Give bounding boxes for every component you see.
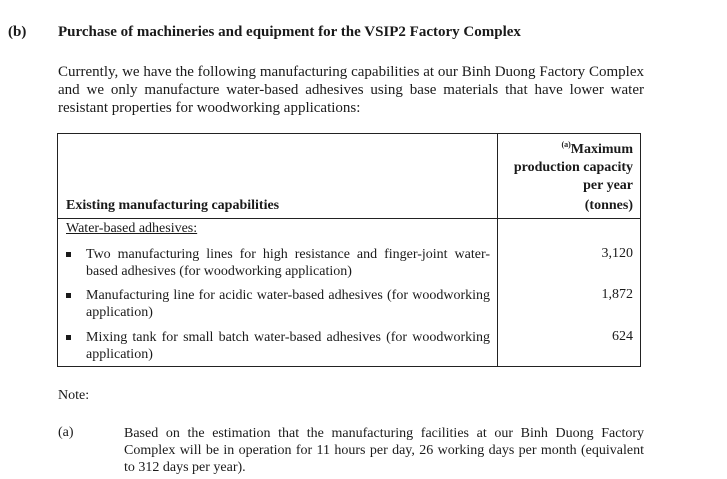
table-bottom-border (57, 366, 641, 367)
table-subheading: Water-based adhesives: (66, 221, 198, 236)
bullet-icon (66, 252, 71, 257)
row-capacity-value: 3,120 (601, 246, 633, 261)
section-heading: Purchase of machineries and equipment for the VSIP2 Factory Complex (58, 24, 521, 40)
table-right-border (640, 133, 641, 367)
row-capacity-value: 1,872 (601, 287, 633, 302)
footnote-text: Based on the estimation that the manufacturing facilities at our Binh Duong Factory Complex will be in operation for 11 hours per day, 26 working days per month (equivalent to 312 days per year). (124, 426, 644, 475)
table-top-border (57, 133, 641, 134)
bullet-icon (66, 335, 71, 340)
column-header-capacity-label: Maximum production capacity per year (513, 142, 633, 193)
column-header-unit: (tonnes) (584, 198, 633, 213)
capabilities-table (57, 133, 641, 367)
section-label: (b) (8, 24, 27, 40)
table-column-divider (497, 133, 498, 367)
row-capacity-value: 624 (612, 329, 633, 344)
table-header-border (57, 218, 641, 219)
row-description: Mixing tank for small batch water-based adhesives (for woodworking application) (86, 330, 490, 362)
row-description: Manufacturing line for acidic water-based adhesives (for woodworking application) (86, 288, 490, 320)
footnote-ref-a: (a) (561, 140, 571, 149)
table-left-border (57, 133, 58, 367)
bullet-icon (66, 293, 71, 298)
note-label: Note: (58, 388, 90, 403)
column-header-capabilities: Existing manufacturing capabilities (66, 198, 280, 213)
footnote-mark: (a) (58, 425, 74, 440)
column-header-capacity (503, 136, 633, 195)
intro-paragraph: Currently, we have the following manufacturing capabilities at our Binh Duong Factory Complex and we only manufacture water-based adhesives using base materials that have lower water resistant properties for woodworking applications: (58, 64, 644, 116)
row-description: Two manufacturing lines for high resistance and finger-joint water-based adhesives (for woodworking application) (86, 247, 490, 279)
